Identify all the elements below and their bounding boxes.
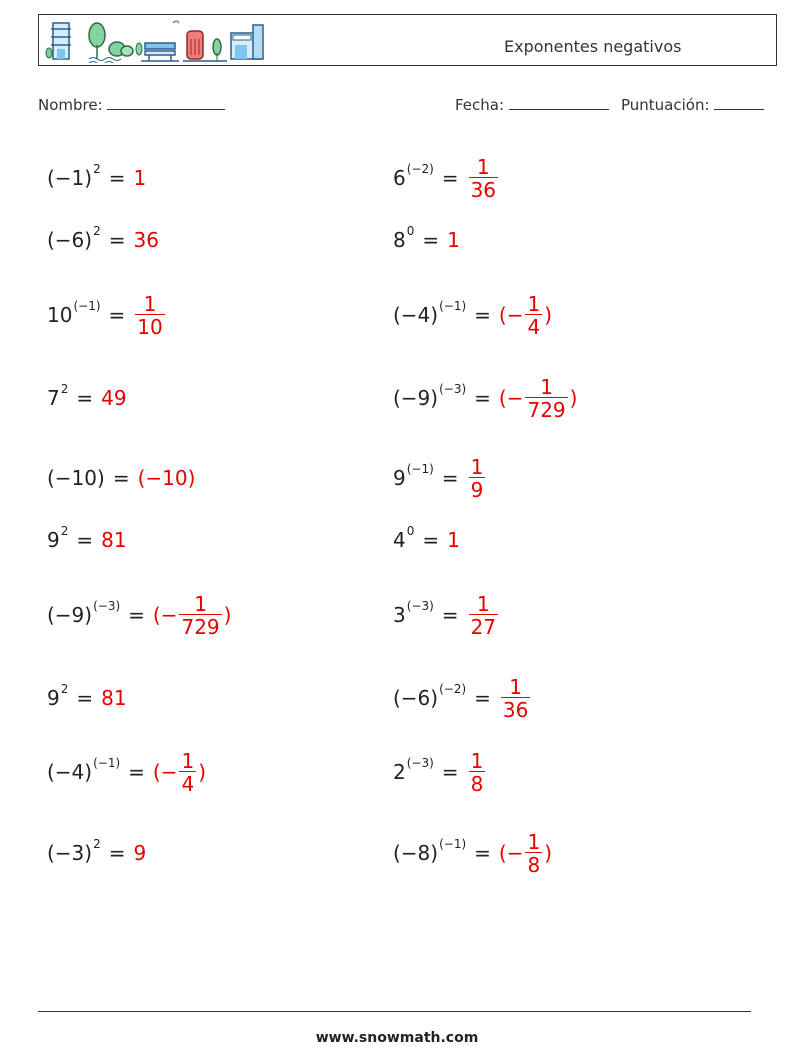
answer — [498, 374, 578, 422]
answer — [101, 386, 126, 410]
answer-value: 1 — [133, 166, 147, 190]
equals-sign: = — [108, 228, 126, 252]
problem-item — [47, 291, 167, 339]
problem-item — [47, 158, 146, 198]
date-field — [455, 95, 609, 114]
equals-sign: = — [76, 686, 94, 710]
problem-exponent: 2 — [60, 682, 69, 696]
fraction-denominator: 4 — [181, 771, 195, 796]
name-field — [38, 95, 225, 114]
answer-suffix: ) — [198, 760, 207, 784]
answer-prefix: (− — [152, 603, 178, 627]
problem-exponent: (−2) — [439, 682, 467, 696]
equals-sign: = — [441, 466, 459, 490]
problem-item — [393, 154, 500, 202]
answer-suffix: ) — [569, 386, 578, 410]
problem-exponent: 0 — [406, 524, 415, 538]
answer-value: 9 — [133, 841, 147, 865]
answer — [467, 454, 488, 502]
answer — [133, 291, 166, 339]
date-label: Fecha: — [455, 96, 505, 114]
fraction-numerator: 1 — [527, 291, 541, 316]
answer — [134, 841, 147, 865]
answer-fraction — [501, 674, 530, 722]
answer-prefix: (− — [498, 386, 524, 410]
worksheet-title: Exponentes negativos — [504, 37, 682, 56]
equals-sign: = — [128, 603, 145, 627]
fraction-denominator: 36 — [502, 697, 529, 722]
fraction-denominator: 8 — [527, 852, 541, 877]
name-label: Nombre: — [38, 96, 103, 114]
answer — [447, 228, 460, 252]
equals-sign: = — [128, 760, 145, 784]
fraction-denominator: 4 — [527, 314, 541, 339]
problem-base: (−8) — [393, 841, 439, 865]
answer-suffix: ) — [223, 603, 232, 627]
problem-exponent: (−1) — [93, 756, 121, 770]
answer-prefix: (− — [152, 760, 178, 784]
problem-item — [393, 220, 460, 260]
problem-exponent: (−2) — [406, 162, 434, 176]
equals-sign: = — [441, 603, 459, 627]
fraction-denominator: 9 — [470, 477, 484, 502]
equals-sign: = — [422, 528, 440, 552]
fraction-denominator: 36 — [470, 177, 497, 202]
problem-base: 10 — [47, 303, 73, 327]
problem-item — [47, 678, 127, 718]
fraction-numerator: 1 — [476, 591, 490, 616]
header-box — [38, 14, 777, 66]
answer — [467, 154, 500, 202]
problem-base: 9 — [47, 528, 60, 552]
problem-item — [393, 591, 500, 639]
fraction-numerator: 1 — [470, 748, 484, 773]
fraction-numerator: 1 — [540, 374, 553, 399]
equals-sign: = — [76, 528, 94, 552]
equals-sign: = — [108, 166, 126, 190]
fraction-numerator: 1 — [509, 674, 523, 699]
answer-value: (−10) — [137, 466, 196, 490]
problem-item — [47, 520, 127, 560]
problem-item — [47, 748, 207, 796]
answer-fraction — [469, 591, 498, 639]
problem-exponent: (−1) — [73, 299, 101, 313]
problem-exponent: (−1) — [406, 462, 434, 476]
answer — [138, 466, 196, 490]
problem-exponent: 2 — [60, 524, 69, 538]
footer-url: www.snowmath.com — [315, 1030, 479, 1046]
date-blank-line — [509, 95, 609, 110]
answer-suffix: ) — [544, 841, 553, 865]
problem-base: 9 — [47, 686, 60, 710]
equals-sign: = — [422, 228, 440, 252]
answer — [152, 748, 207, 796]
fraction-numerator: 1 — [527, 829, 541, 854]
problem-exponent: (−1) — [439, 299, 467, 313]
problem-exponent: 2 — [93, 837, 101, 851]
answer-value: 36 — [133, 228, 159, 252]
equals-sign: = — [76, 386, 94, 410]
problem-exponent: (−3) — [406, 599, 434, 613]
footer-divider — [38, 1011, 751, 1012]
problem-item — [393, 374, 578, 422]
answer-fraction — [469, 154, 498, 202]
answer — [467, 748, 488, 796]
equals-sign: = — [108, 841, 126, 865]
fraction-numerator: 1 — [470, 454, 484, 479]
answer-value: 1 — [447, 228, 460, 252]
fraction-denominator: 729 — [181, 614, 220, 639]
problem-base: (−4) — [47, 760, 93, 784]
problem-base: (−4) — [393, 303, 439, 327]
answer — [499, 674, 532, 722]
answer — [447, 528, 460, 552]
answer-value: 1 — [447, 528, 460, 552]
equals-sign: = — [441, 760, 459, 784]
answer — [467, 591, 500, 639]
problem-item — [47, 591, 232, 639]
score-blank-line — [714, 95, 764, 110]
problem-base: 7 — [47, 386, 60, 410]
problem-exponent: (−3) — [93, 599, 121, 613]
answer-prefix: (− — [498, 841, 524, 865]
answer-suffix: ) — [544, 303, 553, 327]
city-illustration-icon — [45, 19, 267, 63]
problem-base: 2 — [393, 760, 406, 784]
answer-prefix: (− — [498, 303, 524, 327]
equals-sign: = — [474, 686, 491, 710]
answer-fraction — [525, 291, 542, 339]
problem-base: (−6) — [393, 686, 439, 710]
answer — [152, 591, 232, 639]
problem-exponent: 2 — [60, 382, 69, 396]
answer-value: 81 — [101, 686, 127, 710]
answer — [498, 829, 553, 877]
problem-base: 4 — [393, 528, 406, 552]
equals-sign: = — [474, 303, 491, 327]
answer-fraction — [525, 374, 567, 422]
problem-item — [393, 748, 487, 796]
answer-fraction — [469, 454, 486, 502]
answer — [498, 291, 553, 339]
fraction-numerator: 1 — [194, 591, 207, 616]
problem-exponent: (−3) — [439, 382, 467, 396]
answer-fraction — [179, 748, 196, 796]
problem-base: (−1) — [47, 166, 93, 190]
problem-base: (−9) — [47, 603, 93, 627]
equals-sign: = — [108, 303, 126, 327]
answer — [134, 166, 147, 190]
problem-base: (−6) — [47, 228, 93, 252]
score-field — [621, 95, 764, 114]
problem-base: 8 — [393, 228, 406, 252]
equals-sign: = — [474, 386, 491, 410]
problem-base: 3 — [393, 603, 406, 627]
equals-sign: = — [112, 466, 130, 490]
problem-base: (−3) — [47, 841, 93, 865]
problem-item — [47, 220, 159, 260]
answer-value: 49 — [101, 386, 127, 410]
fraction-denominator: 729 — [527, 397, 566, 422]
problem-item — [47, 458, 195, 498]
answer — [101, 686, 126, 710]
problem-base: (−9) — [393, 386, 439, 410]
problem-item — [393, 520, 460, 560]
fraction-numerator: 1 — [181, 748, 195, 773]
equals-sign: = — [441, 166, 459, 190]
problem-item — [47, 378, 127, 418]
problem-exponent: 2 — [93, 162, 101, 176]
answer-value: 81 — [101, 528, 127, 552]
problem-item — [47, 833, 146, 873]
fraction-denominator: 10 — [137, 314, 163, 339]
problem-base: (−10) — [47, 466, 105, 490]
name-blank-line — [107, 95, 225, 110]
answer — [134, 228, 159, 252]
answer-fraction — [525, 829, 542, 877]
problem-item — [393, 454, 487, 502]
problem-item — [393, 674, 532, 722]
fraction-denominator: 8 — [470, 771, 484, 796]
equals-sign: = — [474, 841, 491, 865]
problem-item — [393, 829, 553, 877]
problem-base: 9 — [393, 466, 406, 490]
problem-base: 6 — [393, 166, 406, 190]
fraction-numerator: 1 — [476, 154, 490, 179]
answer-fraction — [179, 591, 221, 639]
answer — [101, 528, 126, 552]
answer-fraction — [135, 291, 164, 339]
problem-exponent: (−1) — [439, 837, 467, 851]
problem-exponent: 2 — [93, 224, 101, 238]
answer-fraction — [469, 748, 486, 796]
problem-exponent: (−3) — [406, 756, 434, 770]
problem-exponent: 0 — [406, 224, 415, 238]
fraction-numerator: 1 — [143, 291, 157, 316]
score-label: Puntuación: — [621, 96, 710, 114]
problem-item — [393, 291, 553, 339]
fraction-denominator: 27 — [470, 614, 497, 639]
